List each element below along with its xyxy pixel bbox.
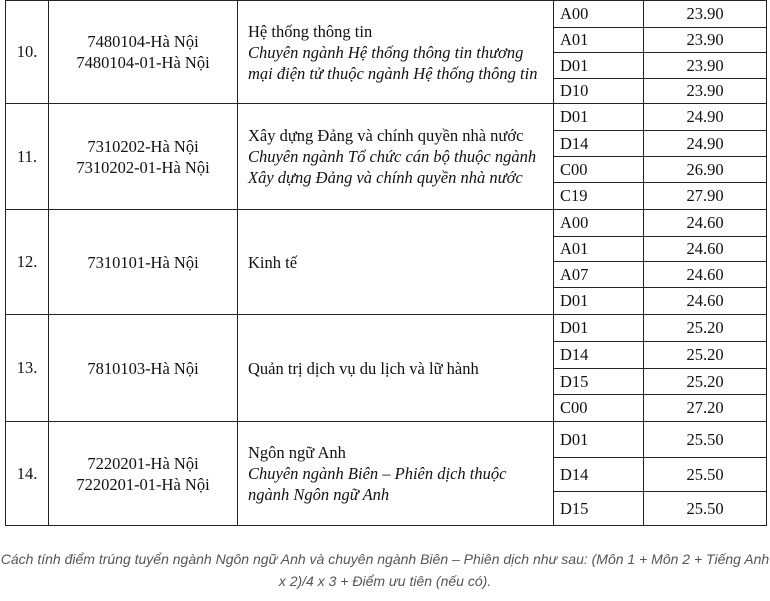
table-body bbox=[6, 1, 767, 526]
major-code: 7480104-01-Hà Nội bbox=[76, 53, 210, 72]
row-number: 14. bbox=[6, 422, 49, 526]
major-code: 7220201-Hà Nội bbox=[87, 453, 199, 473]
admission-score: 25.20 bbox=[644, 315, 767, 342]
major-name: Ngôn ngữ Anh bbox=[248, 443, 346, 462]
score-formula-caption: Cách tính điểm trúng tuyển ngành Ngôn ngữ Anh và chuyên ngành Biên – Phiên dịch như sau: (Môn 1 + Môn 2 + Tiếng Anh x 2)/4 x 3 + Điểm ưu tiên (nếu có). bbox=[0, 551, 770, 589]
major-code: 7810103-Hà Nội bbox=[87, 358, 199, 378]
table-row bbox=[6, 315, 767, 342]
major-name-cell bbox=[238, 315, 554, 422]
admission-score: 25.20 bbox=[644, 369, 767, 395]
major-code-cell bbox=[49, 210, 238, 315]
admission-score: 23.90 bbox=[644, 79, 767, 104]
major-code-cell bbox=[49, 315, 238, 422]
table-row bbox=[6, 104, 767, 131]
specialization-name: Chuyên ngành Tổ chức cán bộ thuộc ngành Xây dựng Đảng và chính quyền nhà nước bbox=[248, 147, 537, 187]
admission-score: 26.90 bbox=[644, 157, 767, 183]
subject-combination: D15 bbox=[554, 492, 644, 526]
major-code: 7220201-01-Hà Nội bbox=[76, 474, 210, 494]
specialization-name: Chuyên ngành Biên – Phiên dịch thuộc ngành Ngôn ngữ Anh bbox=[248, 464, 507, 504]
admission-score: 24.60 bbox=[644, 262, 767, 288]
subject-combination: A07 bbox=[554, 262, 644, 288]
table-row bbox=[6, 210, 767, 237]
table-row bbox=[6, 422, 767, 458]
admission-score: 24.90 bbox=[644, 131, 767, 157]
row-number: 11. bbox=[6, 104, 49, 210]
admission-score: 27.90 bbox=[644, 183, 767, 210]
admission-score: 25.50 bbox=[644, 422, 767, 458]
admission-score: 27.20 bbox=[644, 395, 767, 422]
subject-combination: D15 bbox=[554, 369, 644, 395]
admission-score: 25.50 bbox=[644, 492, 767, 526]
row-number: 12. bbox=[6, 210, 49, 315]
major-code-cell bbox=[49, 422, 238, 526]
major-code-cell bbox=[49, 1, 238, 104]
major-code: 7480104-Hà Nội bbox=[87, 32, 199, 51]
major-code: 7310202-01-Hà Nội bbox=[76, 157, 210, 177]
subject-combination: D14 bbox=[554, 458, 644, 492]
admission-score: 24.60 bbox=[644, 288, 767, 315]
row-number: 10. bbox=[6, 1, 49, 104]
subject-combination: C19 bbox=[554, 183, 644, 210]
subject-combination: A01 bbox=[554, 237, 644, 262]
subject-combination: D01 bbox=[554, 288, 644, 315]
admission-score: 23.90 bbox=[644, 28, 767, 53]
subject-combination: D01 bbox=[554, 104, 644, 131]
row-number: 13. bbox=[6, 315, 49, 422]
admission-score: 25.20 bbox=[644, 342, 767, 369]
admission-score: 23.90 bbox=[644, 1, 767, 28]
major-code: 7310202-Hà Nội bbox=[87, 136, 199, 156]
admission-score: 24.90 bbox=[644, 104, 767, 131]
subject-combination: D01 bbox=[554, 422, 644, 458]
subject-combination: C00 bbox=[554, 157, 644, 183]
subject-combination: A00 bbox=[554, 1, 644, 28]
subject-combination: D14 bbox=[554, 131, 644, 157]
admission-score: 24.60 bbox=[644, 237, 767, 262]
subject-combination: C00 bbox=[554, 395, 644, 422]
subject-combination: D14 bbox=[554, 342, 644, 369]
major-name: Hệ thống thông tin bbox=[248, 21, 373, 41]
admission-score: 24.60 bbox=[644, 210, 767, 237]
major-name-cell bbox=[238, 104, 554, 210]
major-name-cell bbox=[238, 422, 554, 526]
admission-score-table-container bbox=[5, 0, 766, 526]
admission-score: 23.90 bbox=[644, 53, 767, 79]
major-name-cell bbox=[238, 210, 554, 315]
subject-combination: D01 bbox=[554, 315, 644, 342]
major-code-cell bbox=[49, 104, 238, 210]
major-code: 7310101-Hà Nội bbox=[87, 252, 199, 272]
admission-score: 25.50 bbox=[644, 458, 767, 492]
major-name-cell bbox=[238, 1, 554, 104]
major-name: Kinh tế bbox=[248, 252, 298, 272]
subject-combination: A00 bbox=[554, 210, 644, 237]
admission-score-table bbox=[5, 0, 767, 526]
subject-combination: D10 bbox=[554, 79, 644, 104]
major-name: Xây dựng Đảng và chính quyền nhà nước bbox=[248, 126, 524, 145]
subject-combination: D01 bbox=[554, 53, 644, 79]
table-row bbox=[6, 1, 767, 28]
subject-combination: A01 bbox=[554, 28, 644, 53]
specialization-name: Chuyên ngành Hệ thống thông tin thương mại điện tử thuộc ngành Hệ thống thông tin bbox=[248, 42, 538, 83]
major-name: Quản trị dịch vụ du lịch và lữ hành bbox=[248, 358, 479, 378]
